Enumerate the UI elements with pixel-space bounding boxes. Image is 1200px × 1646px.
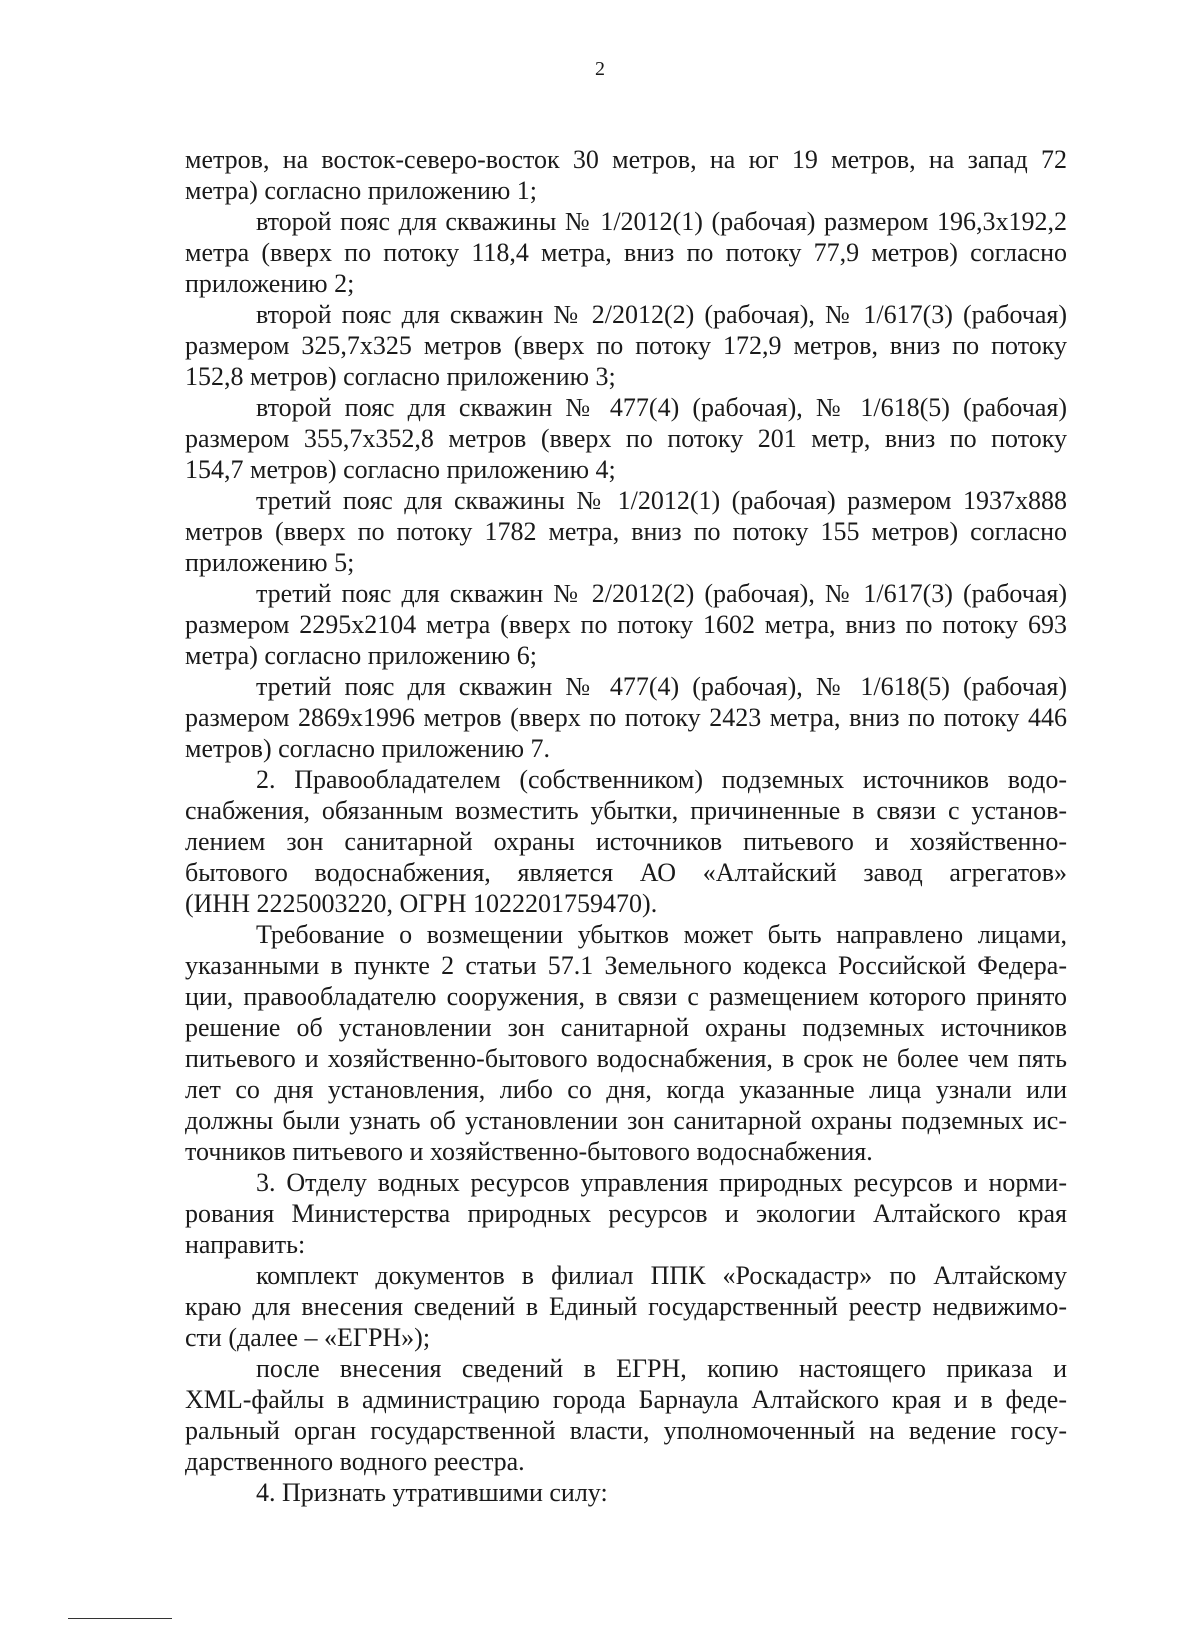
text-line: приложению 5;	[185, 548, 355, 577]
paragraph-belt2-wells45	[185, 392, 1067, 485]
text-line: размером 2869x1996 метров (вверх по потоку 2423 метра, вниз по потоку 446	[185, 703, 1067, 732]
paragraph-belt2-well1	[185, 206, 1067, 299]
text-line: точников питьевого и хозяйственно-бытового водоснабжения.	[185, 1137, 873, 1166]
footnote-separator	[68, 1618, 172, 1619]
text-line: ции, правообладателю сооружения, в связи с размещением которого принято	[185, 982, 1067, 1011]
text-line: направить:	[185, 1230, 306, 1259]
text-line: после внесения сведений в ЕГРН, копию настоящего приказа и	[256, 1354, 1067, 1383]
text-line: метра) согласно приложению 1;	[185, 176, 538, 205]
text-line: снабжения, обязанным возместить убытки, причиненные в связи с установ-	[185, 796, 1067, 825]
text-line: 2. Правообладателем (собственником) подземных источников водо-	[256, 765, 1067, 794]
paragraph-compensation	[185, 919, 1067, 1167]
text-line: лением зон санитарной охраны источников питьевого и хозяйственно-	[185, 827, 1067, 856]
text-line: Требование о возмещении убытков может быть направлено лицами,	[256, 920, 1067, 949]
text-line: 152,8 метров) согласно приложению 3;	[185, 362, 616, 391]
paragraph-item-3-after	[185, 1353, 1067, 1477]
text-line: ральный орган государственной власти, уполномоченный на ведение госу-	[185, 1416, 1067, 1445]
text-line: питьевого и хозяйственно-бытового водоснабжения, в срок не более чем пять	[185, 1044, 1067, 1073]
text-line: приложению 2;	[185, 269, 355, 298]
text-line: метра (вверх по потоку 118,4 метра, вниз по потоку 77,9 метров) согласно	[185, 238, 1067, 267]
paragraph-cont	[185, 144, 1067, 206]
text-line: второй пояс для скважин № 2/2012(2) (рабочая), № 1/617(3) (рабочая)	[256, 300, 1067, 329]
text-line: (ИНН 2225003220, ОГРН 1022201759470).	[185, 889, 658, 918]
text-line: сти (далее – «ЕГРН»);	[185, 1323, 431, 1352]
text-line: краю для внесения сведений в Единый государственный реестр недвижимо-	[185, 1292, 1067, 1321]
text-line: комплект документов в филиал ППК «Роскадастр» по Алтайскому	[256, 1261, 1067, 1290]
text-line: решение об установлении зон санитарной охраны подземных источников	[185, 1013, 1067, 1042]
text-line: рования Министерства природных ресурсов и экологии Алтайского края	[185, 1199, 1067, 1228]
text-line: дарственного водного реестра.	[185, 1447, 525, 1476]
text-line: 3. Отделу водных ресурсов управления природных ресурсов и норми-	[256, 1168, 1067, 1197]
text-line: метров, на восток-северо-восток 30 метров, на юг 19 метров, на запад 72	[185, 145, 1067, 174]
text-line: 154,7 метров) согласно приложению 4;	[185, 455, 616, 484]
text-line: указанными в пункте 2 статьи 57.1 Земельного кодекса Российской Федера-	[185, 951, 1067, 980]
paragraph-belt3-wells23	[185, 578, 1067, 671]
text-line: размером 355,7x352,8 метров (вверх по потоку 201 метр, вниз по потоку	[185, 424, 1067, 453]
text-line: третий пояс для скважин № 477(4) (рабочая), № 1/618(5) (рабочая)	[256, 672, 1067, 701]
paragraph-item-4	[185, 1477, 1067, 1508]
paragraph-belt2-wells23	[185, 299, 1067, 392]
text-line: третий пояс для скважин № 2/2012(2) (рабочая), № 1/617(3) (рабочая)	[256, 579, 1067, 608]
text-line: второй пояс для скважин № 477(4) (рабочая), № 1/618(5) (рабочая)	[256, 393, 1067, 422]
text-line: размером 2295x2104 метра (вверх по потоку 1602 метра, вниз по потоку 693	[185, 610, 1067, 639]
text-line: бытового водоснабжения, является АО «Алтайский завод агрегатов»	[185, 858, 1067, 887]
paragraph-belt3-wells45	[185, 671, 1067, 764]
paragraph-item-2	[185, 764, 1067, 919]
text-line: лет со дня установления, либо со дня, когда указанные лица узнали или	[185, 1075, 1067, 1104]
text-line: метров) согласно приложению 7.	[185, 734, 551, 763]
paragraph-belt3-well1	[185, 485, 1067, 578]
text-line: метров (вверх по потоку 1782 метра, вниз по потоку 155 метров) согласно	[185, 517, 1067, 546]
text-line: второй пояс для скважины № 1/2012(1) (рабочая) размером 196,3x192,2	[256, 207, 1067, 236]
paragraph-item-3-docs	[185, 1260, 1067, 1353]
text-line: третий пояс для скважины № 1/2012(1) (рабочая) размером 1937x888	[256, 486, 1067, 515]
page-number: 2	[595, 58, 605, 80]
text-line: 4. Признать утратившими силу:	[256, 1478, 608, 1507]
text-line: должны были узнать об установлении зон санитарной охраны подземных ис-	[185, 1106, 1067, 1135]
text-line: размером 325,7x325 метров (вверх по потоку 172,9 метров, вниз по потоку	[185, 331, 1067, 360]
paragraph-item-3	[185, 1167, 1067, 1260]
document-body	[185, 144, 1067, 1508]
text-line: XML-файлы в администрацию города Барнаула Алтайского края и в феде-	[185, 1385, 1067, 1414]
text-line: метра) согласно приложению 6;	[185, 641, 538, 670]
